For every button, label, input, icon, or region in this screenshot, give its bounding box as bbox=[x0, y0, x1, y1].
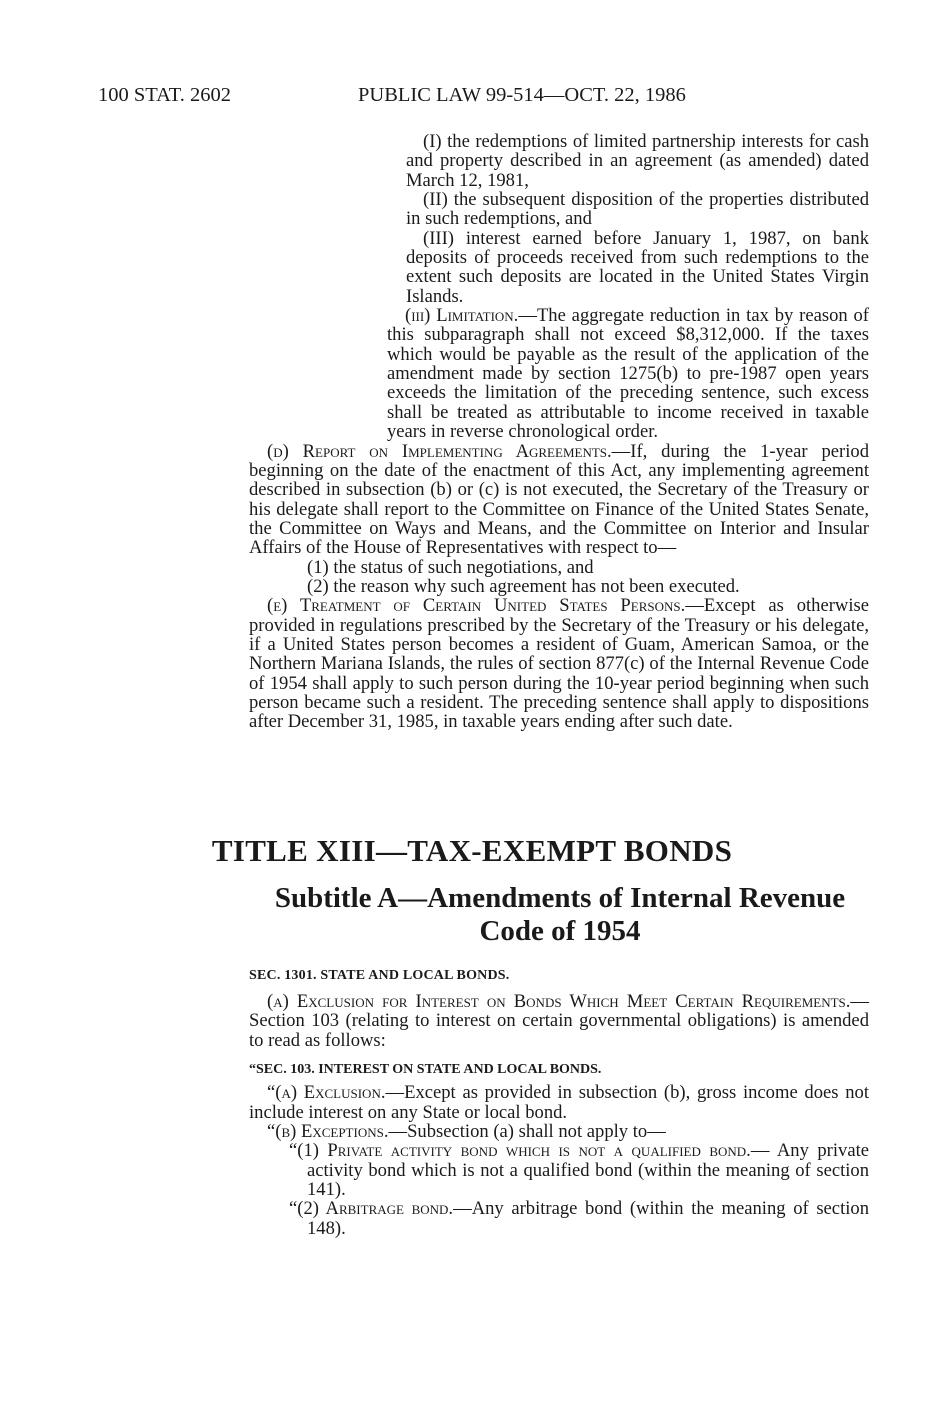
section-103-a-heading: “(a) Exclusion. bbox=[267, 1082, 386, 1104]
section-103-b-1 bbox=[269, 1141, 869, 1199]
subtitle-heading: Subtitle A—Amendments of Internal Revenue Code of 1954 bbox=[274, 882, 846, 947]
section-103-b-2-heading: “(2) Arbitrage bond. bbox=[289, 1198, 454, 1220]
subsection-d-item-2: (2) the reason why such agreement has not been executed. bbox=[307, 575, 740, 597]
section-1301-a-heading: (a) Exclusion for Interest on Bonds Which Meet Certain Requirements. bbox=[267, 991, 851, 1012]
subsection-d-heading: (d) Report on Implementing Agreements. bbox=[267, 440, 612, 462]
item-II: (II) the subsequent disposition of the properties distributed in such redemptions, and bbox=[406, 189, 869, 230]
subsection-d bbox=[249, 442, 869, 558]
section-1301-heading: SEC. 1301. STATE AND LOCAL BONDS. bbox=[249, 968, 510, 983]
item-III: (III) interest earned before January 1, 1987, on bank deposits of proceeds received from such redemptions to the extent such deposits are located in the United States Virgin Islands. bbox=[406, 227, 869, 307]
subsection-d-item-1: (1) the status of such negotiations, and bbox=[307, 556, 594, 578]
section-103-b bbox=[249, 1122, 869, 1141]
subsection-d-text: —If, during the 1-year period beginning on the date of the enactment of this Act, any implementing agreement described in subsection (b) or (c) is not executed, the Secretary of the Treasury or his delegate shall report to the Committee on Finance of the United States Senate, the Committee on Ways and Means, and the Committee on Interior and Insular Affairs of the House of Representatives with respect to— bbox=[249, 440, 869, 559]
section-103-b-1-text: — Any private activity bond which is not a qualified bond (within the meaning of section 141). bbox=[307, 1140, 869, 1201]
section-103-b-heading: “(b) Exceptions. bbox=[267, 1121, 389, 1143]
clause-iii-text: —The aggregate reduction in tax by reason of this subparagraph shall not exceed $8,312,000. If the taxes which would be payable as the result of the application of the amendment made by section 1275(b) to pre-1987 open years exceeds the limitation of the preceding sentence, such excess shall be treated as attributable to income received in taxable years in reverse chronological order. bbox=[387, 305, 870, 443]
subsection-e-text: —Except as otherwise provided in regulations prescribed by the Secretary of the Treasury or his delegate, if a United States person becomes a resident of Guam, American Samoa, or the Northern Mariana Islands, the rules of section 877(c) of the Internal Revenue Code of 1954 shall apply to such person during the 10-year period beginning when such person became such a resident. The preceding sentence shall apply to dispositions after December 31, 1985, in taxable years ending after such date. bbox=[249, 595, 869, 733]
section-1301-a bbox=[249, 992, 869, 1050]
subsection-e-heading: (e) Treatment of Certain United States Persons. bbox=[267, 595, 686, 617]
section-103-heading: “SEC. 103. INTEREST ON STATE AND LOCAL BONDS. bbox=[249, 1062, 602, 1078]
section-103-b-1-heading: “(1) Private activity bond which is not a qualified bond. bbox=[289, 1140, 751, 1162]
clause-iii-heading: (iii) Limitation. bbox=[405, 305, 519, 327]
stat-page-number: 100 STAT. 2602 bbox=[98, 84, 231, 106]
title-heading: TITLE XIII—TAX-EXEMPT BONDS bbox=[211, 833, 733, 868]
section-103-a bbox=[249, 1083, 869, 1122]
section-103-b-2-text: —Any arbitrage bond (within the meaning of section 148). bbox=[307, 1198, 869, 1239]
item-I: (I) the redemptions of limited partnership interests for cash and property described in an agreement (as amended) dated March 12, 1981, bbox=[406, 131, 869, 191]
section-103-b-2 bbox=[269, 1199, 869, 1238]
lower-body-text bbox=[249, 992, 869, 1238]
subsection-e bbox=[249, 596, 869, 731]
public-law-citation: PUBLIC LAW 99-514—OCT. 22, 1986 bbox=[358, 84, 686, 106]
section-103-a-text: —Except as provided in subsection (b), gross income does not include interest on any State or local bond. bbox=[249, 1082, 869, 1123]
section-1301-a-text: —Section 103 (relating to interest on certain governmental obligations) is amended to read as follows: bbox=[249, 991, 869, 1051]
upper-body-text bbox=[249, 132, 869, 732]
clause-iii-limitation bbox=[249, 306, 869, 441]
section-103-b-text: —Subsection (a) shall not apply to— bbox=[388, 1121, 666, 1143]
